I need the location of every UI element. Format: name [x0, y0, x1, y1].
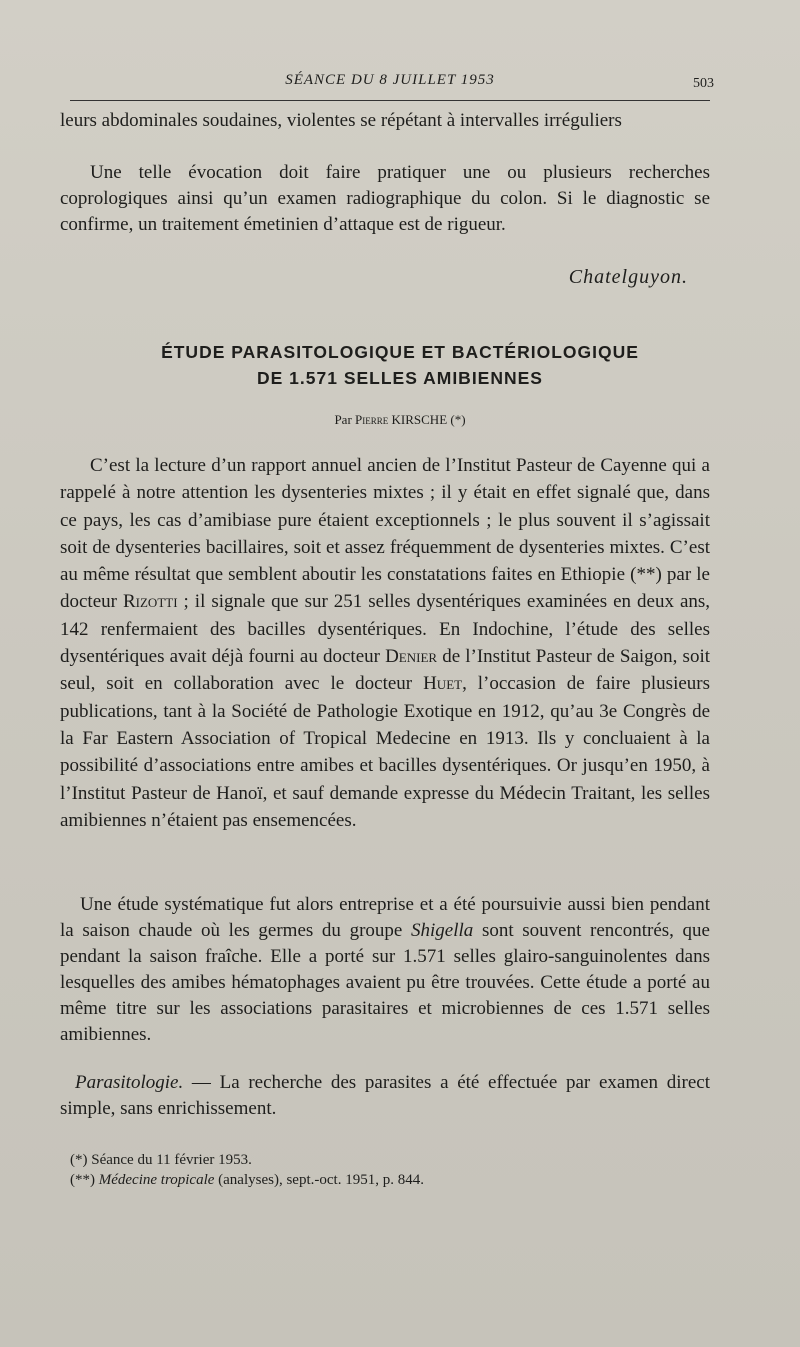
- name-huet: Huet: [423, 673, 463, 695]
- author-last-name: KIRSCHE: [391, 412, 448, 427]
- article-title-line-1: ÉTUDE PARASITOLOGIQUE ET BACTÉRIOLOGIQUE: [161, 342, 639, 362]
- previous-article-paragraph-2: Une telle évocation doit faire pratiquer une ou plusieurs recherches coprologiques ainsi qu’un examen radiographique du colon. Si le diagnostic se confirme, un traitement émetinien d’attaque est de rigueur.: [60, 162, 710, 235]
- name-denier: Denier: [385, 646, 438, 668]
- paragraph-3-text: — La recherche des parasites a été effectuée par examen direct simple, sans enrichissement.: [60, 1072, 710, 1119]
- section-heading-parasitologie: Parasitologie.: [75, 1072, 184, 1093]
- article-paragraph-3: [60, 1070, 710, 1122]
- byline-footnote-marker: (*): [450, 412, 466, 427]
- previous-article-paragraph-1: leurs abdominales soudaines, violentes se répétant à intervalles irréguliers: [60, 110, 622, 131]
- previous-article-signature: Chatelguyon.: [568, 266, 688, 288]
- paragraph-2-part-a: Une étude systématique fut alors entreprise et a été poursuivie aussi bien pendant la saison chaude où les germes du groupe: [60, 894, 710, 941]
- paragraph-1-part-c: de l’Institut Pasteur de Saigon, soit seul, soit en collaboration avec le docteur: [60, 646, 710, 695]
- footnote-2: [70, 1170, 710, 1190]
- footnote-2-reference: (analyses), sept.-oct. 1951, p. 844.: [218, 1172, 424, 1188]
- paragraph-1-part-a: C’est la lecture d’un rapport annuel ancien de l’Institut Pasteur de Cayenne qui a rappelé à notre attention les dysenteries mixtes ; il y était en effet signalé que, dans ce pays, les cas d’amibiase pure étaient exceptionnels ; le plus souvent il s’agissait soit de dysenteries bacillaires, soit et assez fréquemment de dysenteries mixtes. C’est au même résultat que semblent aboutir les constatations faites en Ethiopie (**) par le docteur: [60, 455, 710, 613]
- author-first-name: Pierre: [355, 412, 389, 427]
- page-number: 503: [693, 76, 714, 91]
- page-header: [70, 70, 714, 101]
- running-head: SÉANCE DU 8 JUILLET 1953: [285, 72, 495, 88]
- article-byline: [60, 412, 740, 428]
- name-rizotti: Rizotti: [122, 591, 178, 613]
- article-paragraph-1: [60, 452, 710, 834]
- article-paragraph-2: [60, 892, 710, 1048]
- article-title-line-2: DE 1.571 SELLES AMIBIENNES: [257, 368, 543, 388]
- footnote-1: (*) Séance du 11 février 1953.: [70, 1152, 252, 1168]
- byline-prefix: Par: [334, 412, 352, 427]
- paragraph-2-part-b: sont souvent rencontrés, que pendant la saison fraîche. Elle a porté sur 1.571 selles glairo-sanguinolentes dans lesquelles des amibes hématophages avaient pu être trouvées. Cette étude a porté au même titre sur les associations parasitaires et microbiennes de ces 1.571 selles amibiennes.: [60, 920, 710, 1045]
- paragraph-1-part-b: ; il signale que sur 251 selles dysentériques examinées en deux ans, 142 renfermaient des bacilles dysentériques. En Indochine, l’étude des selles dysentériques avait déjà fourni au docteur: [60, 591, 711, 668]
- footnote-2-journal: Médecine tropicale: [98, 1172, 215, 1188]
- genus-shigella: Shigella: [411, 920, 474, 941]
- footnote-2-marker: (**): [70, 1172, 95, 1188]
- paragraph-1-part-d: , l’occasion de faire plusieurs publications, tant à la Société de Pathologie Exotique en 1912, qu’au 3e Congrès de la Far Eastern Association of Tropical Medecine en 1913. Ils y concluaient à la possibilité d’associations entre amibes et bacilles dysentériques. Or jusqu’en 1950, à l’Institut Pasteur de Hanoï, et sauf demande expresse du Médecin Traitant, les selles amibiennes n’étaient pas ensemencées.: [60, 673, 711, 831]
- footnotes: [70, 1150, 710, 1190]
